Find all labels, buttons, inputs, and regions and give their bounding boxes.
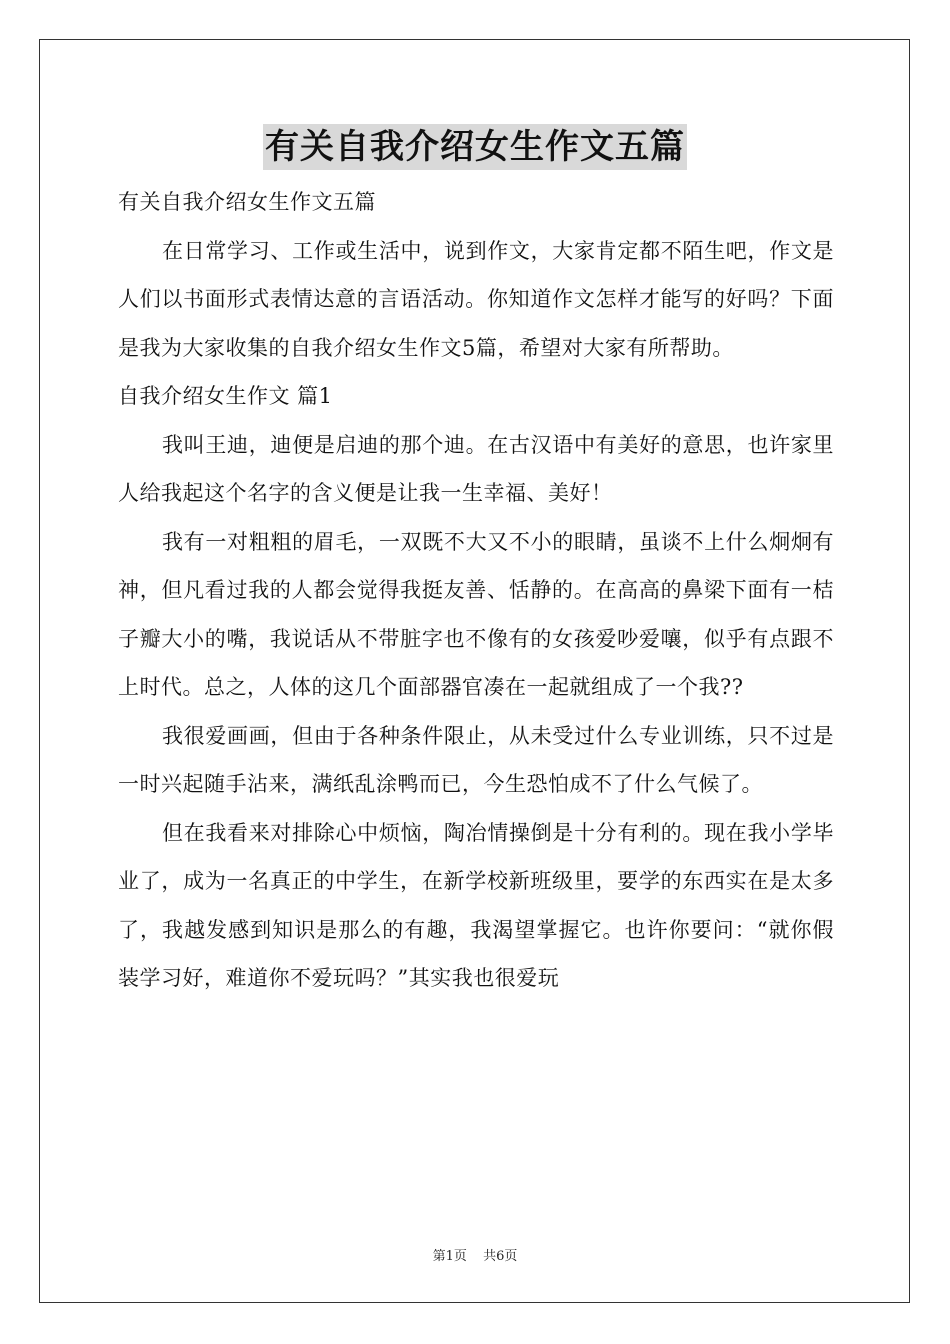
paragraph: 我有一对粗粗的眉毛，一双既不大又不小的眼睛，虽谈不上什么炯炯有神，但凡看过我的人都会觉得我挺友善、恬静的。在高高的鼻梁下面有一桔子瓣大小的嘴，我说话从不带脏字也不像有的女孩爱吵爱嚷，似乎有点跟不上时代。总之，人体的这几个面部器官凑在一起就组成了一个我?? xyxy=(118,529,834,699)
paragraph: 我叫王迪，迪便是启迪的那个迪。在古汉语中有美好的意思，也许家里人给我起这个名字的含义便是让我一生幸福、美好！ xyxy=(118,432,834,505)
document-title: 有关自我介绍女生作文五篇 xyxy=(263,124,687,170)
page-total: 共6页 xyxy=(483,1249,518,1264)
section-heading: 自我介绍女生作文 篇1 xyxy=(118,384,333,408)
paragraph: 但在我看来对排除心中烦恼，陶冶情操倒是十分有利的。现在我小学毕业了，成为一名真正的中学生，在新学校新班级里，要学的东西实在是太多了，我越发感到知识是那么的有趣，我渴望掌握它。也许你要问：“就你假装学习好，难道你不爱玩吗？”其实我也很爱玩 xyxy=(118,820,834,990)
paragraph: 有关自我介绍女生作文五篇 xyxy=(118,190,376,214)
paragraph: 我很爱画画，但由于各种条件限止，从未受过什么专业训练，只不过是一时兴起随手沾来，满纸乱涂鸭而已，今生恐怕成不了什么气候了。 xyxy=(118,723,834,796)
document-body xyxy=(118,178,834,1003)
page-number: 第1页 xyxy=(432,1249,467,1264)
paragraph: 在日常学习、工作或生活中，说到作文，大家肯定都不陌生吧，作文是人们以书面形式表情达意的言语活动。你知道作文怎样才能写的好吗？下面是我为大家收集的自我介绍女生作文5篇，希望对大家有所帮助。 xyxy=(118,238,834,360)
page-footer xyxy=(0,1248,950,1266)
title-container xyxy=(0,124,950,170)
